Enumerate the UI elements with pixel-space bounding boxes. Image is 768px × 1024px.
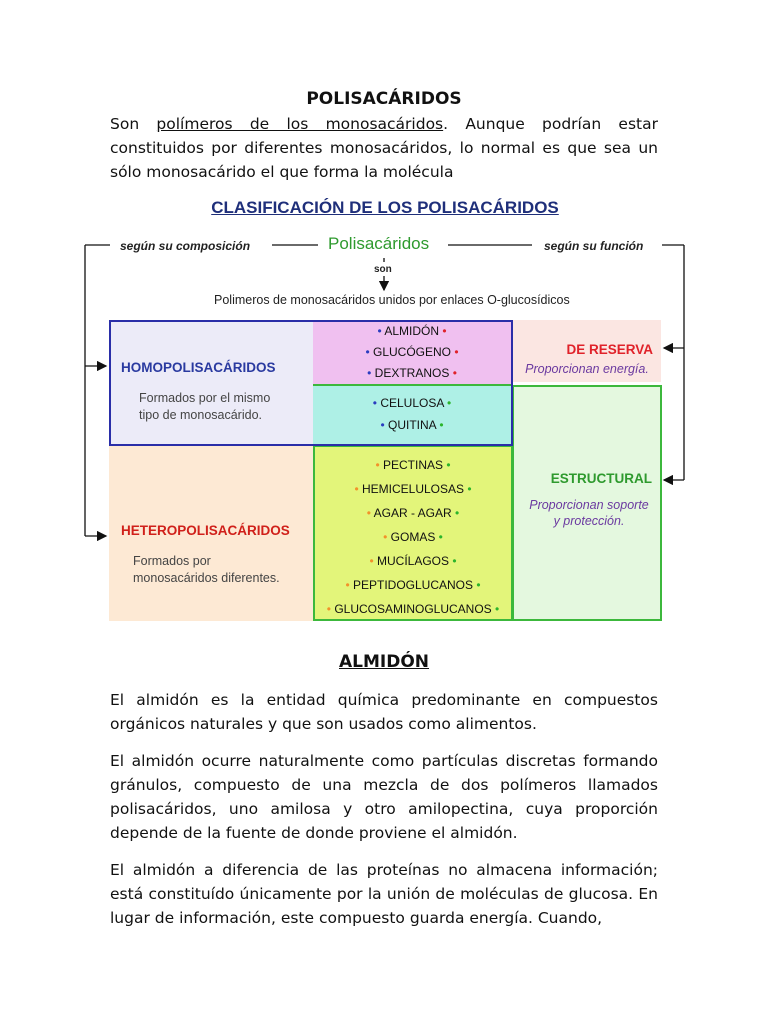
almidon-paragraph-2: El almidón ocurre naturalmente como partículas discretas formando gránulos, compuesto de una mezcla de dos polímeros llamados polisacáridos, uno amilosa y otro amilopectina, cuya proporción depende de la fuente de donde proviene el almidón. xyxy=(110,752,658,842)
hetero-items-box xyxy=(313,445,513,621)
page-title: POLISACÁRIDOS xyxy=(306,89,462,109)
heteropolisacaridos-box xyxy=(109,445,314,621)
hetero-label: HETEROPOLISACÁRIDOS xyxy=(121,523,290,538)
homo-desc xyxy=(139,390,270,424)
intro-prefix: Son xyxy=(110,115,140,133)
intro-rest: . Aunque podrían estar constituidos por diferentes monosacáridos, lo normal es que sea un sólo monosacárido el que forma la molécula xyxy=(110,115,658,181)
structural-homo-item: • QUITINA • xyxy=(380,418,444,432)
structural-homo-items-box xyxy=(313,384,511,444)
estructural-label: ESTRUCTURAL xyxy=(550,471,652,486)
hetero-item: • MUCÍLAGOS • xyxy=(369,554,457,568)
composition-label: según su composición xyxy=(120,239,251,253)
reserve-items-box xyxy=(313,322,511,384)
homo-label: HOMOPOLISACÁRIDOS xyxy=(121,360,276,375)
homopolisacaridos-box xyxy=(109,320,513,446)
hetero-item: • GLUCOSAMINOGLUCANOS • xyxy=(326,602,500,616)
estructural-desc-line-1: Proporcionan soporte xyxy=(529,498,649,512)
intro-paragraph xyxy=(110,112,658,184)
homo-desc-line-2: tipo de monosacárido. xyxy=(139,408,262,422)
estructural-desc-line-2: y protección. xyxy=(553,514,625,528)
hetero-desc xyxy=(133,553,280,587)
reserva-desc: Proporcionan energía. xyxy=(525,362,649,376)
estructural-desc xyxy=(514,497,664,529)
reserva-label: DE RESERVA xyxy=(566,342,653,357)
reserve-item: • ALMIDÓN • xyxy=(377,324,447,338)
structural-homo-item: • CELULOSA • xyxy=(372,396,452,410)
function-label: según su función xyxy=(544,239,644,253)
reserva-box xyxy=(513,320,661,382)
reserve-item: • GLUCÓGENO • xyxy=(365,345,459,359)
diagram-title: CLASIFICACIÓN DE LOS POLISACÁRIDOS xyxy=(211,198,559,217)
almidon-paragraph-3: El almidón a diferencia de las proteínas no almacena información; está constituído únicamente por la unión de moléculas de glucosa. En lugar de información, este compuesto guarda energía. Cuando, xyxy=(110,861,658,927)
almidon-paragraph-1: El almidón es la entidad química predominante en compuestos orgánicos naturales y que son usados como alimentos. xyxy=(110,691,658,733)
hetero-item: • HEMICELULOSAS • xyxy=(354,482,472,496)
hetero-item: • PEPTIDOGLUCANOS • xyxy=(345,578,481,592)
definition-text: Polimeros de monosacáridos unidos por enlaces O-glucosídicos xyxy=(214,293,570,307)
homo-desc-line-1: Formados por el mismo xyxy=(139,391,271,405)
intro-link-text: polímeros de los monosacáridos xyxy=(156,115,444,133)
hetero-desc-line-1: Formados por xyxy=(133,554,211,568)
hetero-item: • GOMAS • xyxy=(383,530,443,544)
classification-diagram xyxy=(80,190,690,630)
estructural-box xyxy=(512,385,662,621)
reserve-item: • DEXTRANOS • xyxy=(367,366,457,380)
hetero-item: • AGAR - AGAR • xyxy=(366,506,460,520)
son-label: son xyxy=(374,264,392,275)
almidon-title: ALMIDÓN xyxy=(338,652,430,672)
polisacaridos-label: Polisacáridos xyxy=(328,234,430,253)
hetero-item: • PECTINAS • xyxy=(375,458,451,472)
hetero-desc-line-2: monosacáridos diferentes. xyxy=(133,571,280,585)
